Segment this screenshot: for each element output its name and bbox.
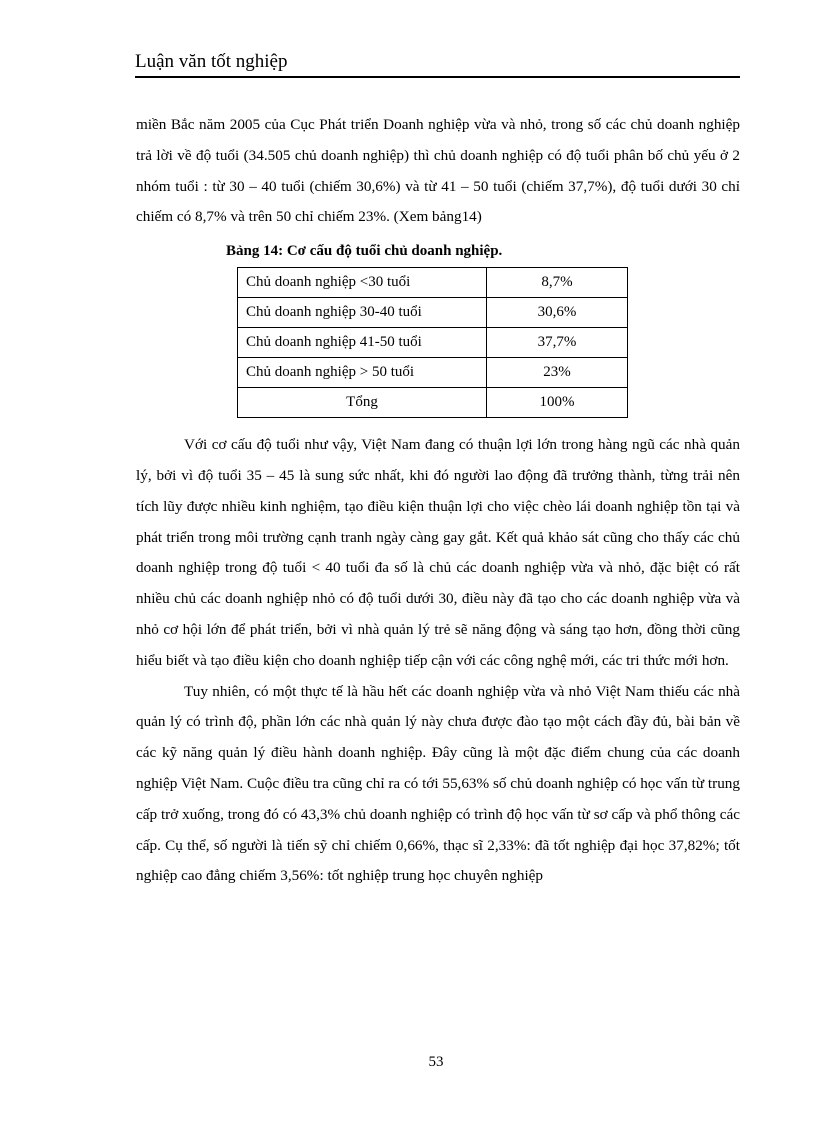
row-value: 23%: [487, 358, 628, 388]
age-structure-table: [237, 267, 628, 418]
paragraph-2: Với cơ cấu độ tuổi như vậy, Việt Nam đang có thuận lợi lớn trong hàng ngũ các nhà quản lý, bởi vì độ tuổi 35 – 45 là sung sức nhất, khi đó người lao động đã trưởng thành, từng trải nên tích lũy được nhiều kinh nghiệm, tạo điều kiện thuận lợi cho việc chèo lái doanh nghiệp tồn tại và phát triển trong môi trường cạnh tranh ngày càng gay gắt. Kết quả khảo sát cũng cho thấy các chủ doanh nghiệp trong độ tuổi < 40 tuổi đa số là chủ các doanh nghiệp vừa và nhỏ, đặc biệt có rất nhiều chủ các doanh nghiệp nhỏ có độ tuổi dưới 30, điều này đã tạo cho các doanh nghiệp vừa và nhỏ cơ hội lớn để phát triển, bởi vì nhà quản lý trẻ sẽ năng động và sáng tạo hơn, đồng thời cũng hiểu biết và tạo điều kiện cho doanh nghiệp tiếp cận với các công nghệ mới, các tri thức mới hơn.: [136, 436, 740, 669]
page-number: 53: [428, 1054, 444, 1070]
row-value: 30,6%: [487, 298, 628, 328]
intro-paragraph: miền Bắc năm 2005 của Cục Phát triển Doanh nghiệp vừa và nhỏ, trong số các chủ doanh nghiệp trả lời về độ tuổi (34.505 chủ doanh nghiệp) thì chủ doanh nghiệp có độ tuổi phân bố chủ yếu ở 2 nhóm tuổi : từ 30 – 40 tuổi (chiếm 30,6%) và từ 41 – 50 tuổi (chiếm 37,7%), độ tuổi dưới 30 chỉ chiếm có 8,7% và trên 50 chỉ chiếm 23%. (Xem bảng14): [136, 116, 740, 226]
paragraph-3: Tuy nhiên, có một thực tế là hầu hết các doanh nghiệp vừa và nhỏ Việt Nam thiếu các nhà quản lý có trình độ, phần lớn các nhà quản lý này chưa được đào tạo một cách đầy đủ, bài bản về các kỹ năng quản lý điều hành doanh nghiệp. Đây cũng là một đặc điểm chung của các doanh nghiệp Việt Nam. Cuộc điều tra cũng chỉ ra có tới 55,63% số chủ doanh nghiệp có học vấn từ trung cấp trở xuống, trong đó có 43,3% chủ doanh nghiệp có trình độ học vấn từ sơ cấp và phổ thông các cấp. Cụ thể, số người là tiến sỹ chỉ chiếm 0,66%, thạc sĩ 2,33%: đã tốt nghiệp đại học 37,82%; tốt nghiệp cao đẳng chiếm 3,56%: tốt nghiệp trung học chuyên nghiệp: [136, 682, 740, 885]
table-row: [238, 298, 628, 328]
row-label: Chủ doanh nghiệp 41-50 tuổi: [238, 328, 487, 358]
row-value: 8,7%: [487, 268, 628, 298]
table-row: [238, 358, 628, 388]
page-body: [136, 110, 740, 892]
row-value: 37,7%: [487, 328, 628, 358]
total-value: 100%: [487, 388, 628, 418]
total-label: Tổng: [238, 388, 487, 418]
table-row: [238, 328, 628, 358]
row-label: Chủ doanh nghiệp 30-40 tuổi: [238, 298, 487, 328]
row-label: Chủ doanh nghiệp > 50 tuổi: [238, 358, 487, 388]
table-caption: Bảng 14: Cơ cấu độ tuổi chủ doanh nghiệp.: [226, 243, 503, 260]
row-label: Chủ doanh nghiệp <30 tuổi: [238, 268, 487, 298]
table-row: [238, 268, 628, 298]
table-total-row: [238, 388, 628, 418]
page-header: [135, 50, 740, 78]
header-title: Luận văn tốt nghiệp: [135, 51, 288, 72]
